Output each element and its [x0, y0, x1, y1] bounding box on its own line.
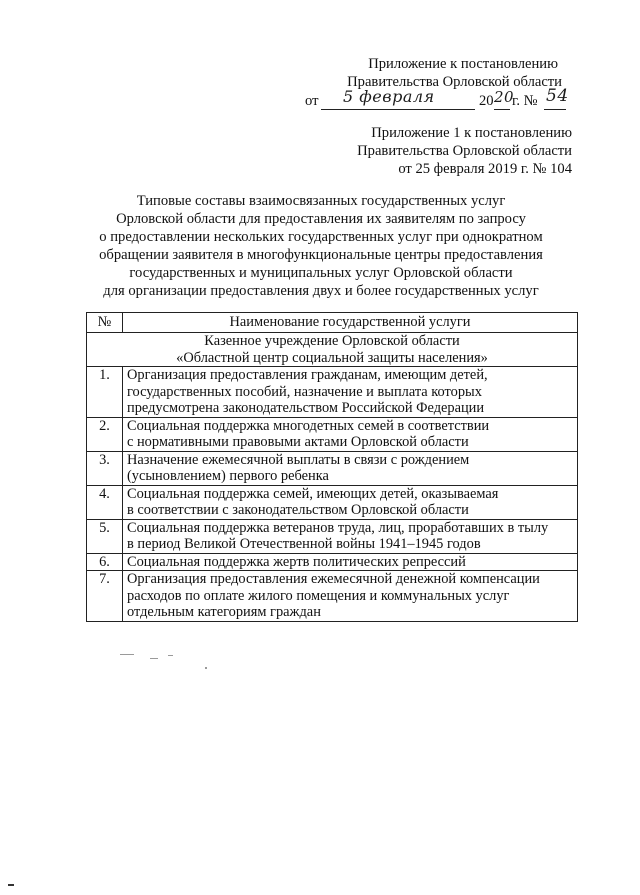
group-line: «Областной центр социальной защиты населения» — [176, 349, 488, 366]
service-line: Социальная поддержка жертв политических репрессий — [127, 553, 466, 570]
row-number: 5. — [87, 519, 123, 553]
table-header-row — [87, 313, 578, 333]
group-line: Казенное учреждение Орловской области — [204, 333, 460, 349]
appendix-prev-line-1: Приложение 1 к постановлению — [371, 125, 572, 141]
year-suffix: г. № — [512, 93, 538, 109]
service-line: отдельным категориям граждан — [127, 604, 321, 620]
scan-speck — [8, 884, 14, 886]
service-line: в соответствии с законодательством Орловской области — [127, 502, 469, 518]
group-row — [87, 333, 578, 367]
handwritten-date: 5 февраля — [343, 87, 435, 106]
service-name — [123, 417, 578, 451]
service-line: государственных пособий, назначение и выплата которых — [127, 383, 482, 400]
document-title — [60, 192, 582, 300]
scan-speck — [150, 658, 158, 659]
service-line: расходов по оплате жилого помещения и коммунальных услуг — [127, 587, 510, 604]
service-line: Социальная поддержка семей, имеющих детей, оказываемая — [127, 485, 499, 502]
row-number: 7. — [87, 571, 123, 622]
service-line: в период Великой Отечественной войны 1941–1945 годов — [127, 536, 481, 552]
service-line: Назначение ежемесячной выплаты в связи с рождением — [127, 451, 470, 468]
service-line: (усыновлением) первого ребенка — [127, 468, 329, 484]
service-line: предусмотрена законодательством Российской Федерации — [127, 400, 485, 416]
row-number: 2. — [87, 417, 123, 451]
table-row — [87, 553, 578, 571]
table-row — [87, 451, 578, 485]
handwritten-number: 54 — [546, 86, 569, 106]
title-line: для организации предоставления двух и более государственных услуг — [103, 283, 539, 299]
header-service-name: Наименование государственной услуги — [123, 313, 578, 333]
title-line: о предоставлении нескольких государственных услуг при однократном — [99, 229, 543, 245]
table-row — [87, 485, 578, 519]
group-institution — [87, 333, 578, 367]
service-name — [123, 367, 578, 418]
date-prefix: от — [305, 93, 319, 109]
year-prefix: 20 — [479, 93, 494, 109]
row-number: 3. — [87, 451, 123, 485]
service-line: Организация предоставления ежемесячной денежной компенсации — [127, 571, 540, 587]
appendix-prev-line-3: от 25 февраля 2019 г. № 104 — [398, 161, 572, 177]
title-line: Типовые составы взаимосвязанных государственных услуг — [136, 193, 506, 209]
appendix-line-2: Правительства Орловской области — [347, 74, 562, 90]
appendix-line-1: Приложение к постановлению — [368, 56, 558, 72]
scan-speck — [205, 667, 207, 669]
table-row — [87, 571, 578, 622]
title-line: обращении заявителя в многофункциональные центры предоставления — [99, 247, 543, 263]
service-line: Социальная поддержка ветеранов труда, лиц, проработавших в тылу — [127, 519, 549, 536]
header-number: № — [87, 313, 123, 333]
services-table — [86, 312, 578, 622]
service-name — [123, 571, 578, 622]
title-line: государственных и муниципальных услуг Орловской области — [129, 265, 513, 281]
row-number: 1. — [87, 367, 123, 418]
number-underline — [544, 109, 566, 110]
scan-speck — [168, 655, 173, 656]
date-underline — [321, 109, 475, 110]
service-name — [123, 519, 578, 553]
service-line: Социальная поддержка многодетных семей в соответствии — [127, 417, 490, 434]
handwritten-year: 20 — [494, 88, 515, 106]
service-name — [123, 451, 578, 485]
scan-speck — [120, 654, 134, 655]
appendix-prev-line-2: Правительства Орловской области — [357, 143, 572, 159]
title-line: Орловской области для предоставления их заявителям по запросу — [116, 211, 526, 227]
service-name — [123, 485, 578, 519]
service-line: Организация предоставления гражданам, имеющим детей, — [127, 367, 488, 383]
service-name — [123, 553, 578, 571]
table-row — [87, 519, 578, 553]
table-row — [87, 367, 578, 418]
service-line: с нормативными правовыми актами Орловской области — [127, 434, 469, 450]
table-row — [87, 417, 578, 451]
row-number: 6. — [87, 553, 123, 571]
year-underline — [494, 109, 510, 110]
row-number: 4. — [87, 485, 123, 519]
